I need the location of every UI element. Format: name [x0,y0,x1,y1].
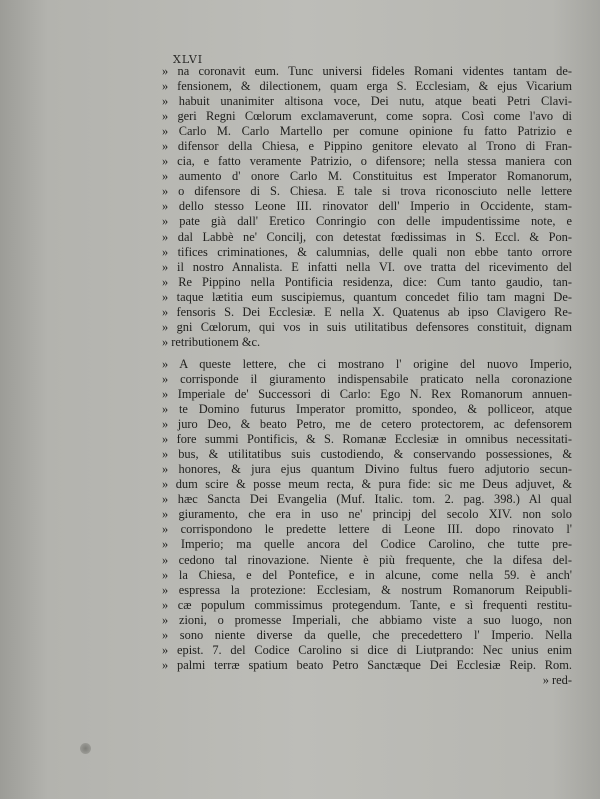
text-line: » dello stesso Leone III. rinovator dell' Imperio in Occidente, stam- [162,199,572,214]
text-line: » il nostro Annalista. E infatti nella VI. ove tratta del ricevimento del [162,259,572,274]
paragraph-2 [162,357,572,673]
body-text [162,64,572,688]
text-line: » fensoris S. Dei Ecclesiæ. E nella X. Quatenus ab ipso Clavigero Re- [162,304,572,319]
text-line: » dal Labbè ne' Concilj, con detestat fœdissimas in S. Eccl. & Pon- [162,229,572,244]
text-line: » juro Deo, & beato Petro, me de cetero protectorem, ac defensorem [162,417,572,432]
text-line: » corrisponde il giuramento indispensabile praticato nella coronazione [162,371,572,386]
text-line: » pate già dall' Eretico Conringio con delle impudentissime note, e [162,214,572,229]
text-line: » habuit unanimiter altisona voce, Dei nutu, atque beati Petri Clavi- [162,94,572,109]
text-line: » dum scire & posse meum recta, & pura fide: sic me Deus adjuvet, & [162,477,572,492]
text-line: » sono niente diverse da quelle, che precedettero l' Imperio. Nella [162,627,572,642]
text-line: » giuramento, che era in uso ne' principj del secolo XIV. non solo [162,507,572,522]
text-line: » honores, & jura ejus quantum Divino fultus fuero adjutorio secun- [162,462,572,477]
text-line: » tifices criminationes, & calumnias, delle quali non ebbe tanto orrore [162,244,572,259]
text-line: » Imperiale de' Successori di Carlo: Ego N. Rex Romanorum annuen- [162,386,572,401]
text-line: » Re Pippino nella Pontificia residenza, dice: Cum tanto gaudio, tan- [162,274,572,289]
text-line: » gni Cœlorum, qui vos in suis utilitatibus defensores constituit, dignam [162,319,572,334]
paragraph-1 [162,64,572,350]
text-line: » cia, e fatto veramente Patrizio, o difensore; nella stessa maniera con [162,154,572,169]
text-line: » fensionem, & dilectionem, quam erga S. Ecclesiam, & ejus Vicarium [162,79,572,94]
catchword: » red- [542,672,572,687]
text-line: » cæ populum commissimus protegendum. Tante, e sì frequenti restitu- [162,597,572,612]
text-line: » taque lætitia eum suscipiemus, quantum concedet filio tam magni De- [162,289,572,304]
text-line: » Carlo M. Carlo Martello per comune opinione fu fatto Patrizio e [162,124,572,139]
text-line: » palmi terræ spatium beato Petro Sanctæque Dei Ecclesiæ Reip. Rom. [162,657,572,672]
text-line: » geri Regni Cœlorum exclamaverunt, come sopra. Così come l'avo di [162,109,572,124]
text-line: » zioni, o promesse Imperiali, che abbiamo viste a suo luogo, non [162,612,572,627]
text-line: » difensor della Chiesa, e Pippino genitore elevato al Trono di Fran- [162,139,572,154]
page-number: XLVI [173,53,204,66]
text-line: » o difensore di S. Chiesa. E tale si trova riconosciuto nelle lettere [162,184,572,199]
text-line: » te Domino futurus Imperator promitto, spondeo, & polliceor, atque [162,402,572,417]
ink-blot [80,743,91,754]
text-line: » epist. 7. del Codice Carolino si dice di Liutprando: Nec unius enim [162,642,572,657]
text-line: » espressa la protezione: Ecclesiam, & nostrum Romanorum Reipubli- [162,582,572,597]
text-line: » na coronavit eum. Tunc universi fideles Romani videntes tantam de- [162,64,572,78]
text-line: » retributionem &c. [162,334,261,349]
text-line: » cedono tal rinovazione. Niente è più frequente, che la difesa del- [162,552,572,567]
text-line: » bus, & utilitatibus suis custodiendo, & conservando possessiones, & [162,447,572,462]
text-line: » corrispondono le predette lettere di Leone III. dopo rinovato l' [162,522,572,537]
text-line: » hæc Sancta Dei Evangelia (Muf. Italic. tom. 2. pag. 398.) Al qual [162,492,572,507]
text-line: » la Chiesa, e del Pontefice, e in alcune, come nella 59. è anch' [162,567,572,582]
text-line: » Imperio; ma quelle ancora del Codice Carolino, che tutte pre- [162,537,572,552]
text-line: » A queste lettere, che ci mostrano l' origine del nuovo Imperio, [162,356,572,371]
text-line: » aumento d' onore Carlo M. Constituitus est Imperator Romanorum, [162,169,572,184]
text-line: » fore summi Pontificis, & S. Romanæ Ecclesiæ in omnibus necessitati- [162,432,572,447]
